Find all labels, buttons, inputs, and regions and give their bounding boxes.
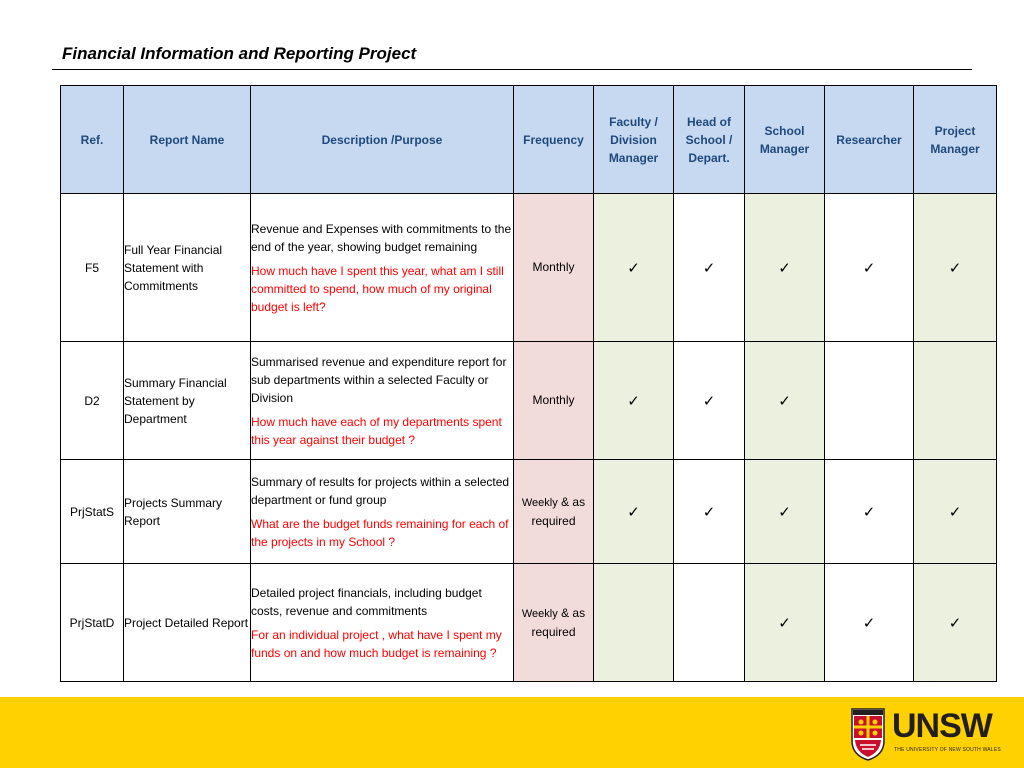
row-ref: D2	[61, 342, 124, 460]
check-head-of-school: ✓	[674, 460, 745, 564]
row-frequency: Monthly	[532, 260, 575, 274]
check-researcher: ✓	[825, 564, 914, 682]
row-report-name: Projects Summary Report	[124, 460, 251, 564]
row-description: Summary of results for projects within a selected department or fund group	[251, 474, 510, 507]
check-faculty-manager	[594, 564, 674, 682]
unsw-wordmark: UNSW	[892, 707, 992, 745]
check-project-manager: ✓	[914, 194, 997, 342]
check-researcher: ✓	[825, 194, 914, 342]
check-head-of-school	[674, 564, 745, 682]
check-school-manager: ✓	[745, 460, 825, 564]
check-school-manager: ✓	[745, 342, 825, 460]
row-frequency-rest: & as required	[531, 606, 586, 639]
header-report-name: Report Name	[124, 86, 251, 194]
row-report-name: Summary Financial Statement by Department	[124, 342, 251, 460]
row-description: Summarised revenue and expenditure report for sub departments within a selected Faculty or Division	[251, 354, 507, 405]
check-school-manager: ✓	[745, 194, 825, 342]
row-frequency-cell	[514, 564, 594, 682]
row-frequency-weekly: Weekly	[521, 608, 558, 620]
table-row	[61, 342, 997, 460]
row-description-cell	[251, 460, 514, 564]
check-faculty-manager: ✓	[594, 194, 674, 342]
header-description: Description /Purpose	[251, 86, 514, 194]
check-researcher: ✓	[825, 460, 914, 564]
reports-table	[60, 85, 997, 682]
header-ref: Ref.	[61, 86, 124, 194]
table-row	[61, 564, 997, 682]
row-frequency-rest: & as required	[531, 495, 586, 528]
row-question: For an individual project , what have I spent my funds on and how much budget is remaining ?	[251, 627, 502, 660]
row-ref: F5	[61, 194, 124, 342]
row-question: How much have I spent this year, what am I still committed to spend, how much of my original budget is left?	[251, 263, 504, 314]
row-question: How much have each of my departments spent this year against their budget ?	[251, 414, 502, 447]
header-researcher: Researcher	[825, 86, 914, 194]
row-frequency: Monthly	[532, 393, 575, 407]
row-description: Detailed project financials, including budget costs, revenue and commitments	[251, 585, 482, 618]
row-report-name: Full Year Financial Statement with Commitments	[124, 194, 251, 342]
check-school-manager: ✓	[745, 564, 825, 682]
row-question: What are the budget funds remaining for each of the projects in my School ?	[251, 516, 509, 549]
row-ref: PrjStatS	[61, 460, 124, 564]
header-head-of-school: Head of School / Depart.	[674, 86, 745, 194]
row-ref: PrjStatD	[61, 564, 124, 682]
title-underline	[52, 69, 972, 70]
check-researcher	[825, 342, 914, 460]
header-frequency: Frequency	[514, 86, 594, 194]
check-head-of-school: ✓	[674, 342, 745, 460]
unsw-logo	[850, 706, 1000, 762]
header-project-manager: Project Manager	[914, 86, 997, 194]
row-frequency-cell	[514, 460, 594, 564]
check-project-manager: ✓	[914, 564, 997, 682]
check-faculty-manager: ✓	[594, 342, 674, 460]
page-title: Financial Information and Reporting Project	[62, 44, 417, 63]
row-frequency-weekly: Weekly	[521, 497, 558, 509]
row-description-cell	[251, 564, 514, 682]
check-project-manager: ✓	[914, 460, 997, 564]
row-description-cell	[251, 194, 514, 342]
header-row	[61, 86, 997, 194]
check-faculty-manager: ✓	[594, 460, 674, 564]
row-description-cell	[251, 342, 514, 460]
row-report-name: Project Detailed Report	[124, 564, 251, 682]
row-frequency-cell	[514, 342, 594, 460]
check-project-manager	[914, 342, 997, 460]
row-frequency-cell	[514, 194, 594, 342]
header-faculty-manager: Faculty / Division Manager	[594, 86, 674, 194]
table-row	[61, 460, 997, 564]
table-row	[61, 194, 997, 342]
unsw-subtitle: THE UNIVERSITY OF NEW SOUTH WALES	[894, 747, 1001, 753]
unsw-crest-icon	[850, 707, 886, 761]
check-head-of-school: ✓	[674, 194, 745, 342]
row-description: Revenue and Expenses with commitments to the end of the year, showing budget remaining	[251, 221, 512, 254]
header-school-manager: School Manager	[745, 86, 825, 194]
